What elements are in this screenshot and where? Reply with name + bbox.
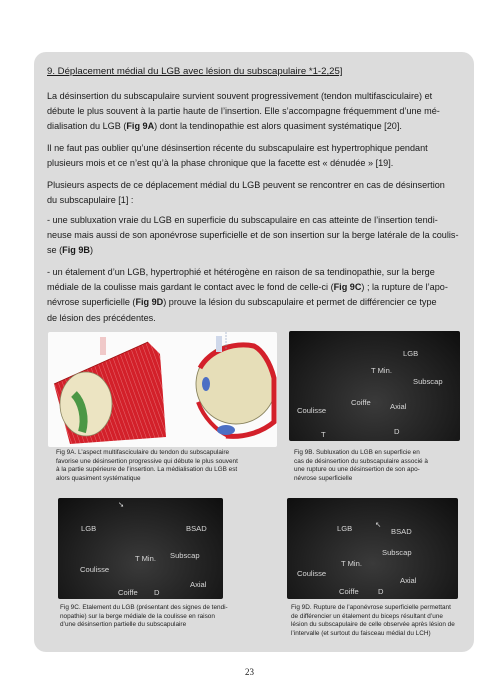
caption-line: névrose superficielle: [294, 474, 353, 482]
label-lgb: LGB: [337, 524, 353, 533]
caption-fig-9c: [60, 604, 260, 630]
figure-reference: Fig 9C: [333, 282, 362, 293]
label-bsad: BSAD: [186, 524, 207, 533]
text-line: Il ne faut pas oublier qu’une désinsertion récente du subscapulaire est hypertrophique pendant: [47, 143, 428, 153]
text-line: Plusieurs aspects de ce déplacement médial du LGB peuvent se rencontrer en cas de désinsertion: [47, 180, 445, 190]
text-line: de lésion des précédentes.: [47, 312, 156, 323]
shoulder-anatomy-drawing: [48, 332, 277, 447]
text-line: névrose superficielle (Fig 9D) prouve la lésion du subscapulaire et permet de différencier ce type: [47, 297, 437, 308]
label-subscap: Subscap: [382, 548, 412, 557]
figure-9a-illustration: [48, 332, 277, 447]
text-line: du subscapulaire [1] :: [47, 195, 134, 206]
paragraph-4: [47, 213, 461, 259]
caption-line: Fig 9C. Etalement du LGB (présentant des signes de tendi-: [60, 604, 228, 611]
label-lgb: LGB: [403, 349, 419, 358]
figure-9c-ultrasound: [58, 498, 223, 599]
text-line: débute le plus souvent à la partie haute de l’insertion. Elle s’accompagne fréquemment d’une mé-: [47, 106, 440, 117]
caption-line: alors quasiment systématique: [56, 474, 141, 482]
paragraph-2: [47, 141, 461, 171]
figure-9b-ultrasound: [289, 331, 460, 441]
section-heading: 9. Déplacement médial du LGB avec lésion du subscapulaire *1-2,25]: [47, 66, 343, 77]
text-line: dialisation du LGB (Fig 9A) dont la tendinopathie est alors quasiment systématique [20].: [47, 121, 402, 132]
label-subscap: Subscap: [170, 551, 200, 560]
label-d: D: [378, 587, 384, 596]
caption-fig-9b: [294, 449, 464, 483]
label-coiffe: Coiffe: [351, 398, 371, 407]
text-line: - un étalement d’un LGB, hypertrophié et hétérogène en raison de sa tendinopathie, sur la berge: [47, 267, 435, 277]
caption-line: à la partie supérieure de l’insertion. La médialisation du LGB est: [56, 466, 238, 474]
caption-line: cas de désinsertion du subscapulaire associé à: [294, 457, 428, 465]
figure-reference: Fig 9A: [126, 121, 155, 132]
label-t-min: T Min.: [135, 554, 156, 563]
text-line: neuse mais aussi de son aponévrose superficielle et de son insertion sur la berge latérale de la coulis-: [47, 230, 459, 241]
figure-9d-ultrasound: [287, 498, 458, 599]
label-axial: Axial: [400, 576, 417, 585]
label-t-min: T Min.: [371, 366, 392, 375]
paragraph-3: [47, 178, 461, 208]
paragraph-1: [47, 89, 461, 135]
arrow-icon: ➘: [118, 500, 125, 509]
label-t: T: [321, 430, 326, 439]
caption-line: une rupture ou une désinsertion de son apo-: [294, 466, 420, 474]
figure-reference: Fig 9D: [135, 297, 164, 308]
caption-line: Fig 9B. Subluxation du LGB en superficie en: [294, 449, 420, 456]
caption-fig-9a: [56, 449, 286, 483]
paragraph-5: [47, 265, 461, 326]
caption-line: favorise une désinsertion progressive qui débute le plus souvent: [56, 457, 238, 465]
caption-line: de différencier un étalement du biceps résultant d’une: [291, 612, 443, 620]
label-axial: Axial: [190, 580, 207, 589]
caption-fig-9d: [291, 604, 476, 638]
text-line: se (Fig 9B): [47, 245, 93, 256]
label-d: D: [394, 427, 400, 436]
label-coulisse: Coulisse: [80, 565, 110, 574]
label-coiffe: Coiffe: [118, 588, 138, 597]
label-lgb: LGB: [81, 524, 97, 533]
text-line: plusieurs mois et ce n’est qu’à la phase chronique que la facette est « dénudée » [19].: [47, 158, 394, 169]
label-d: D: [154, 588, 160, 597]
caption-line: Fig 9D. Rupture de l’aponévrose superficielle permettant: [291, 604, 451, 611]
label-coulisse: Coulisse: [297, 406, 327, 415]
caption-line: d’une désinsertion partielle du subscapulaire: [60, 621, 187, 629]
label-t-min: T Min.: [341, 559, 362, 568]
figure-reference: Fig 9B: [62, 245, 90, 256]
arrow-icon: ↖: [375, 520, 382, 529]
text-line: La désinsertion du subscapulaire survient souvent progressivement (tendon multifasciculaire) et: [47, 91, 433, 101]
label-bsad: BSAD: [391, 527, 412, 536]
caption-line: lésion du subscapulaire de celle observée après lésion de: [291, 621, 455, 629]
caption-line: l’intervalle (et surtout du faisceau médial du LCH): [291, 629, 431, 637]
text-line: médiale de la coulisse mais gardant le contact avec le fond de celle-ci (Fig 9C) ; la rupture de l’apo-: [47, 282, 448, 293]
label-coulisse: Coulisse: [297, 569, 327, 578]
text-line: - une subluxation vraie du LGB en superficie du subscapulaire en cas atteinte de l’insertion tendi-: [47, 215, 438, 225]
caption-line: Fig 9A. L’aspect multifasciculaire du tendon du subscapulaire: [56, 449, 230, 456]
label-axial: Axial: [390, 402, 407, 411]
page-number: 23: [245, 667, 254, 677]
label-coiffe: Coiffe: [339, 587, 359, 596]
caption-line: nopathie) sur la berge médiale de la coulisse en raison: [60, 612, 215, 620]
label-subscap: Subscap: [413, 377, 443, 386]
